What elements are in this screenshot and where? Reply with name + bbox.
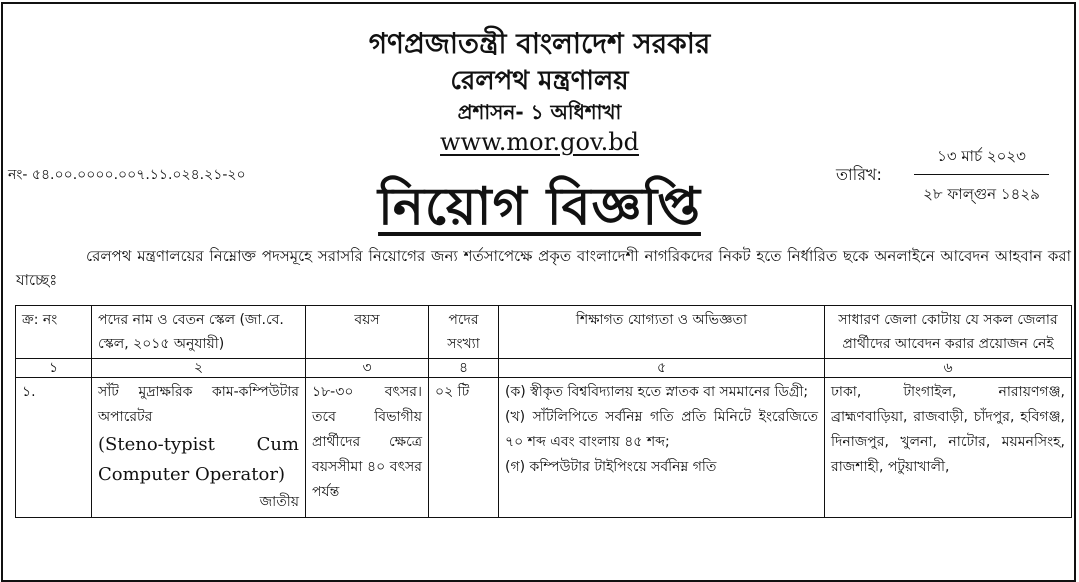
column-number: ৩	[306, 359, 429, 378]
header-qualification: শিক্ষাগত যোগ্যতা ও অভিজ্ঞতা	[499, 306, 825, 359]
header-post: পদের নাম ও বেতন স্কেল (জা.বে. স্কেল, ২০১৫ অনুযায়ী)	[92, 306, 306, 359]
row-post	[92, 378, 306, 518]
date-bangla: ২৮ ফাল্গুন ১৪২৯	[923, 185, 1040, 203]
intro-paragraph: রেলপথ মন্ত্রণালয়ের নিম্নোক্ত পদসমূহে সরাসরি নিয়োগের জন্য শর্তসাপেক্ষে প্রকৃত বাংলাদেশী নাগরিকদের নিকট হতে নির্ধারিত ছকে অনলাইনে আবেদন আহবান করা যাচ্ছেঃ	[16, 247, 1071, 289]
table-header-row	[16, 306, 1072, 359]
post-name-en: (Steno-typist Cum Computer Operator)	[98, 434, 299, 485]
row-districts: ঢাকা, টাংগাইল, নারায়ণগঞ্জ, ব্রাহ্মণবাড়িয়া, রাজবাড়ী, চাঁদপুর, হবিগঞ্জ, দিনাজপুর, খুলনা, নাটোর, ময়মনসিংহ, রাজশাহী, পটুয়াখালী,	[825, 378, 1072, 518]
row-qualification	[499, 378, 825, 518]
wing-name: প্রশাসন- ১ অধিশাখা	[457, 100, 622, 124]
qualification-item: (খ) সাঁটলিপিতে সর্বনিম্ন গতি প্রতি মিনিটে ইংরেজিতে ৭০ শব্দ এবং বাংলায় ৪৫ শব্দ;	[505, 409, 818, 450]
row-age: ১৮-৩০ বৎসর। তবে বিভাগীয় প্রার্থীদের ক্ষেত্রে বয়সসীমা ৪০ বৎসর পর্যন্ত	[306, 378, 429, 518]
date-label: তারিখ:	[836, 165, 882, 184]
header-districts: সাধারণ জেলা কোটায় যে সকল জেলার প্রার্থীদের আবেদন করার প্রয়োজন নেই	[825, 306, 1072, 359]
memo-number: নং- ৫৪.০০.০০০০.০০৭.১১.০২৪.২১-২০	[8, 167, 246, 183]
header-serial: ক্র: নং	[16, 306, 92, 359]
post-name-tail: জাতীয়	[259, 494, 299, 510]
column-number: ৪	[429, 359, 499, 378]
table-row	[16, 378, 1072, 518]
date-block	[914, 145, 1049, 208]
column-number: ৬	[825, 359, 1072, 378]
govt-title: গণপ্রজাতন্ত্রী বাংলাদেশ সরকার	[368, 27, 711, 60]
header-age: বয়স	[306, 306, 429, 359]
row-count: ০২ টি	[429, 378, 499, 518]
notice-title: নিয়োগ বিজ্ঞপ্তি	[378, 177, 701, 237]
column-number: ২	[92, 359, 306, 378]
website-link[interactable]: www.mor.gov.bd	[440, 128, 639, 156]
column-number: ৫	[499, 359, 825, 378]
vacancy-table	[15, 305, 1072, 518]
column-number: ১	[16, 359, 92, 378]
row-serial: ১.	[16, 378, 92, 518]
column-number-row	[16, 359, 1072, 378]
date-gregorian: ১৩ মার্চ ২০২৩	[914, 145, 1049, 175]
header-count: পদের সংখ্যা	[429, 306, 499, 359]
post-name-bn: সাঁট মুদ্রাক্ষরিক কাম-কম্পিউটার অপারেটর	[98, 384, 299, 425]
qualification-item: (গ) কম্পিউটার টাইপিংয়ে সর্বনিম্ন গতি	[505, 459, 717, 475]
ministry-name: রেলপথ মন্ত্রণালয়	[450, 66, 629, 96]
qualification-item: (ক) স্বীকৃত বিশ্ববিদ্যালয় হতে স্নাতক বা সমমানের ডিগ্রী;	[505, 384, 809, 400]
